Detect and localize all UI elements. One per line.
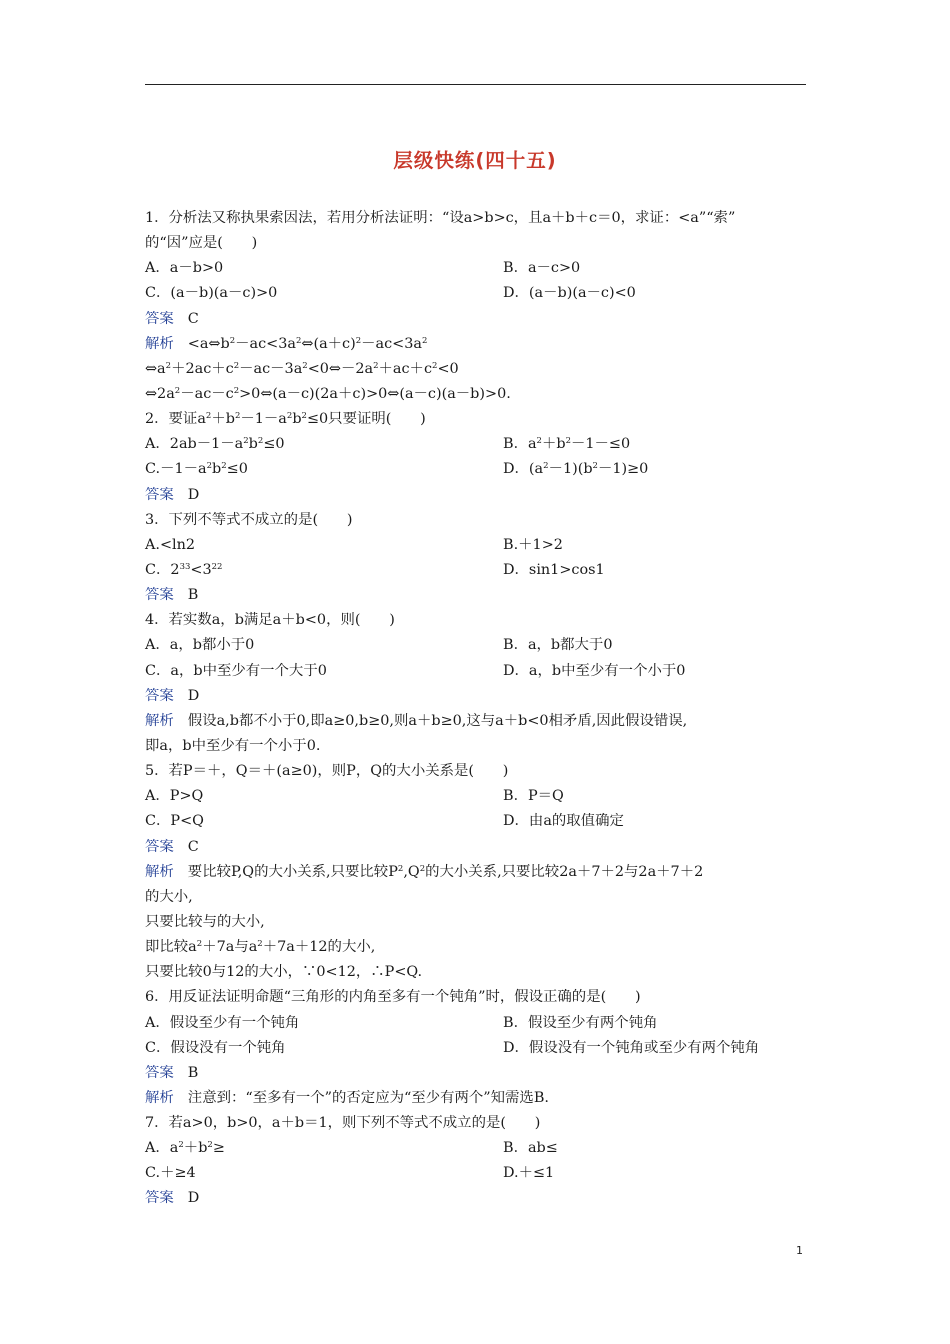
answer-value: D [187,687,200,704]
option-left: C．P<Q [145,813,204,830]
text-line: 即a，b中至少有一个小于0. [145,737,321,754]
option-left: A．$2ab-1-a^2b^2\le 0$ [145,436,285,453]
analysis-text: 要比较P,Q的大小关系,只要比较$P^2,Q^2$的大小关系,只要比较2a＋7＋2与2a＋7＋2 [187,863,704,880]
answer-label: 答案 [145,486,174,503]
option-right: D．由a的取值确定 [503,813,624,830]
option-row [145,1011,810,1036]
option-left: A．$a^2+b^2\ge$ [145,1140,225,1157]
option-left: A.<ln2 [145,536,196,553]
option-row [145,432,810,457]
option-row [145,809,810,834]
option-row [145,1161,810,1186]
answer-line [145,1061,810,1086]
text-line: $\Leftrightarrow 2a^2-ac-c^2>0\Leftrightarrow(a-c)(2a+c)>0\Leftrightarrow(a-c)(a-b)>0$. [145,385,511,402]
answer-label: 答案 [145,310,174,327]
analysis-label: 解析 [145,863,174,880]
option-row [145,558,810,583]
answer-line [145,483,810,508]
option-left: C.＋≥4 [145,1165,196,1182]
option-row [145,784,810,809]
text-line: 4．若实数a，b满足a＋b<0，则( ) [145,612,395,629]
option-left: C．$2^{33}<3^{22}$ [145,561,223,578]
answer-value: D [187,486,200,503]
text-line: 1．分析法又称执果索因法，若用分析法证明：“设a>b>c，且a＋b＋c＝0，求证：<a”“索” [145,210,736,226]
page-number: 1 [796,1244,803,1257]
option-right: B．假设至少有两个钝角 [503,1014,658,1031]
answer-value: D [187,1190,200,1207]
option-left: C．(a－b)(a－c)>0 [145,285,278,302]
option-left: A．a－b>0 [145,260,224,277]
option-row [145,457,810,482]
text-line: 3．下列不等式不成立的是( ) [145,511,353,528]
document-body [145,206,810,1212]
answer-label: 答案 [145,1190,174,1207]
answer-line [145,1186,810,1211]
option-left: $C.-1-a^2b^2\le 0$ [145,461,248,478]
option-right: B．a－c>0 [503,260,581,277]
answer-label: 答案 [145,1064,174,1081]
option-right: B．P＝Q [503,788,564,805]
analysis-line [145,860,810,885]
text-line: 6．用反证法证明命题“三角形的内角至多有一个钝角”时，假设正确的是( ) [145,989,641,1006]
answer-value: C [187,838,199,855]
answer-line [145,307,810,332]
text-line: 2．要证$a^2+b^2-1-a^2b^2\le 0$只要证明( ) [145,411,426,428]
option-left: C．假设没有一个钝角 [145,1039,286,1056]
option-right: B．a，b都大于0 [503,637,613,654]
option-row [145,281,810,306]
text-line: 只要比较与的大小, [145,913,265,930]
analysis-line [145,332,810,357]
analysis-text: 假设a,b都不小于0,即a≥0,b≥0,则a＋b≥0,这与a＋b<0相矛盾,因此假设错误, [187,712,688,729]
option-right: D．$(a^2-1)(b^2-1)\ge 0$ [503,461,649,478]
answer-label: 答案 [145,587,174,604]
option-row [145,1136,810,1161]
option-right: B．ab≤ [503,1140,558,1157]
header-rule [145,84,806,85]
text-line: 只要比较0与12的大小，∵0<12，∴P<Q. [145,964,423,981]
option-right: B.＋1>2 [503,536,563,553]
analysis-label: 解析 [145,712,174,729]
option-row [145,533,810,558]
analysis-label: 解析 [145,335,174,352]
text-line: $\Leftrightarrow a^2+2ac+c^2-ac-3a^2<0\Leftrightarrow-2a^2+ac+c^2<0$ [145,360,459,377]
option-right: D．sin1>cos1 [503,561,605,578]
option-left: C．a，b中至少有一个大于0 [145,662,327,679]
answer-line [145,684,810,709]
analysis-line [145,1086,810,1111]
option-right: D．(a－b)(a－c)<0 [503,285,636,302]
text-line: 5．若P＝＋，Q＝＋(a≥0)，则P，Q的大小关系是( ) [145,763,509,780]
option-right: B．$a^2+b^2-1-\le 0$ [503,436,631,453]
text-line: 的大小, [145,888,193,905]
option-row [145,633,810,658]
text-line: 7．若a>0，b>0，a＋b＝1，则下列不等式不成立的是( ) [145,1115,541,1132]
option-left: A．a，b都小于0 [145,637,255,654]
answer-label: 答案 [145,838,174,855]
analysis-text: 注意到：“至多有一个”的否定应为“至少有两个”知需选B. [187,1089,549,1106]
option-left: A．P>Q [145,788,204,805]
text-line: 即比较$a^2+7a$与$a^2+7a+12$的大小, [145,939,376,956]
answer-value: B [187,1064,199,1081]
option-row [145,659,810,684]
answer-line [145,835,810,860]
analysis-label: 解析 [145,1089,174,1106]
analysis-line [145,709,810,734]
answer-label: 答案 [145,687,174,704]
text-line: 的“因”应是( ) [145,235,258,252]
option-right: D．假设没有一个钝角或至少有两个钝角 [503,1039,760,1056]
option-right: D．a，b中至少有一个小于0 [503,662,686,679]
option-row [145,256,810,281]
answer-line [145,583,810,608]
option-right: D.＋≤1 [503,1165,555,1182]
option-left: A．假设至少有一个钝角 [145,1014,300,1031]
option-row [145,1036,810,1061]
analysis-text: $<a\Leftrightarrow b^2-ac<3a^2\Leftrightarrow(a+c)^2-ac<3a^2$ [187,335,428,352]
answer-value: B [187,587,199,604]
page-title: 层级快练(四十五) [393,149,557,172]
answer-value: C [187,310,199,327]
